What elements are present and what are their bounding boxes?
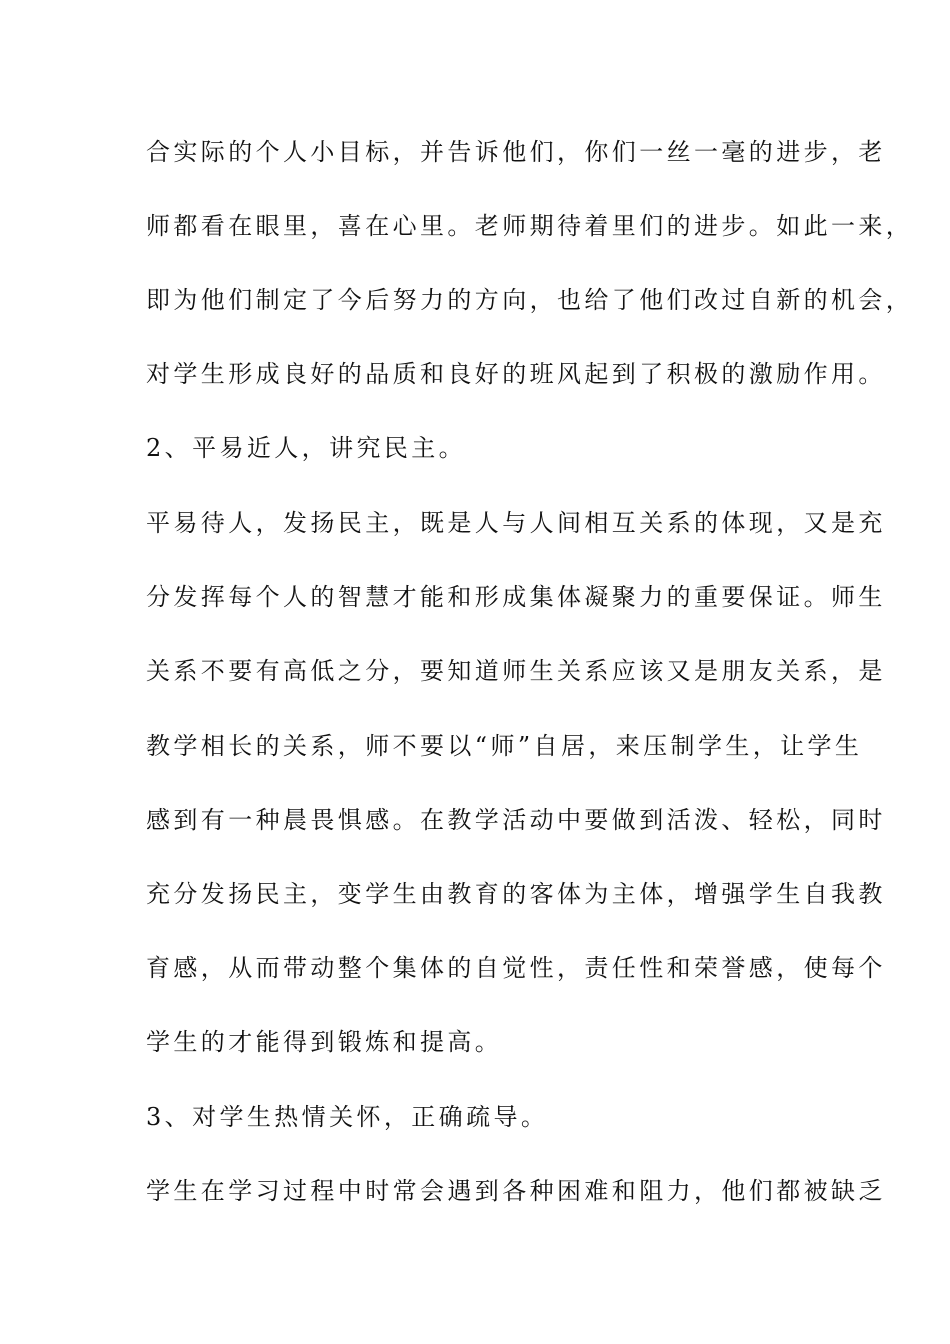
section-heading: 3、对学生热情关怀，正确疏导。 [146, 1103, 549, 1131]
text-line: 对学生形成良好的品质和良好的班风起到了积极的激励作用。 [146, 360, 886, 388]
text-line: 师都看在眼里，喜在心里。老师期待着里们的进步。如此一来， [146, 212, 914, 240]
text-line: 平易待人，发扬民主，既是人与人间相互关系的体现，又是充 [146, 509, 886, 537]
section-heading: 2、平易近人，讲究民主。 [146, 434, 467, 462]
text-line: 学生的才能得到锻炼和提高。 [146, 1028, 503, 1056]
text-line: 学生在学习过程中时常会遇到各种困难和阻力，他们都被缺乏 [146, 1177, 886, 1205]
text-line: 分发挥每个人的智慧才能和形成集体凝聚力的重要保证。师生 [146, 583, 886, 611]
text-line: 合实际的个人小目标，并告诉他们，你们一丝一毫的进步，老 [146, 138, 886, 166]
text-line: 即为他们制定了今后努力的方向，也给了他们改过自新的机会， [146, 286, 914, 314]
text-line: 感到有一种晨畏惧感。在教学活动中要做到活泼、轻松，同时 [146, 806, 886, 834]
text-line: 教学相长的关系，师不要以“师”自居，来压制学生，让学生 [146, 732, 863, 760]
text-line: 充分发扬民主，变学生由教育的客体为主体，增强学生自我教 [146, 880, 886, 908]
text-line: 育感，从而带动整个集体的自觉性，责任性和荣誉感，使每个 [146, 954, 886, 982]
text-line: 关系不要有高低之分，要知道师生关系应该又是朋友关系，是 [146, 657, 886, 685]
